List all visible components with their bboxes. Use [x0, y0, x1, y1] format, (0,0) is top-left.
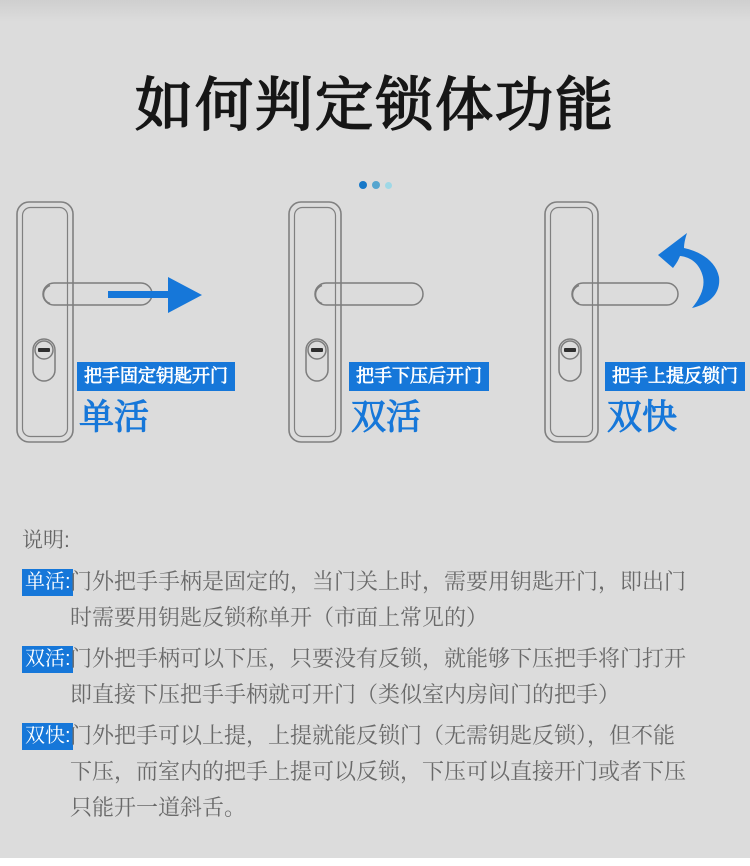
carousel-dots	[0, 181, 750, 189]
term-badge: 双快:	[22, 723, 73, 750]
explanation-lines	[70, 718, 738, 826]
carousel-dot-icon[interactable]	[385, 182, 392, 189]
carousel-dot-icon[interactable]	[372, 181, 380, 189]
explanation-line: 即直接下压把手手柄就可开门（类似室内房间门的把手）	[70, 682, 621, 707]
explanation-line: 时需要用钥匙反锁称单开（市面上常见的）	[70, 605, 489, 630]
lock-type-caption: 双活	[351, 398, 422, 437]
explanation-line: 只能开一道斜舌。	[70, 795, 247, 820]
term-badge: 单活:	[22, 569, 73, 596]
lock-diagram-shuanghuo	[282, 200, 517, 455]
explanation-item-shuangkuai	[22, 718, 738, 826]
term-badge: 双活:	[22, 646, 73, 673]
carousel-dot-icon[interactable]	[359, 181, 367, 189]
page-title: 如何判定锁体功能	[134, 73, 615, 138]
lock-type-caption: 单活	[79, 398, 150, 437]
explanation-line: 门外把手可以上提，上提就能反锁门（无需钥匙反锁），但不能	[70, 723, 676, 748]
lock-diagram-danhuo	[10, 200, 245, 455]
lock-diagram-shuangkuai	[538, 200, 750, 455]
explanation-item-shuanghuo	[22, 641, 738, 713]
explanation-line: 门外把手柄可以下压，只要没有反锁，就能够下压把手将门打开	[70, 646, 687, 671]
feature-badge: 把手固定钥匙开门	[77, 362, 235, 391]
explanation-section	[22, 527, 738, 831]
arrow-curved-up-left-icon	[658, 233, 719, 308]
explanation-item-danhuo	[22, 564, 738, 636]
explanation-lines	[70, 564, 738, 636]
lock-type-caption: 双快	[607, 398, 678, 437]
explanation-lines	[70, 641, 738, 713]
explanation-line: 下压，而室内的把手上提可以反锁，下压可以直接开门或者下压	[70, 759, 687, 784]
top-shade	[0, 0, 750, 22]
explanation-line: 门外把手手柄是固定的，当门关上时，需要用钥匙开门，即出门	[70, 569, 687, 594]
bottom-divider	[0, 858, 750, 866]
feature-badge: 把手上提反锁门	[605, 362, 745, 391]
explanation-heading: 说明:	[22, 529, 70, 552]
feature-badge: 把手下压后开门	[349, 362, 489, 391]
